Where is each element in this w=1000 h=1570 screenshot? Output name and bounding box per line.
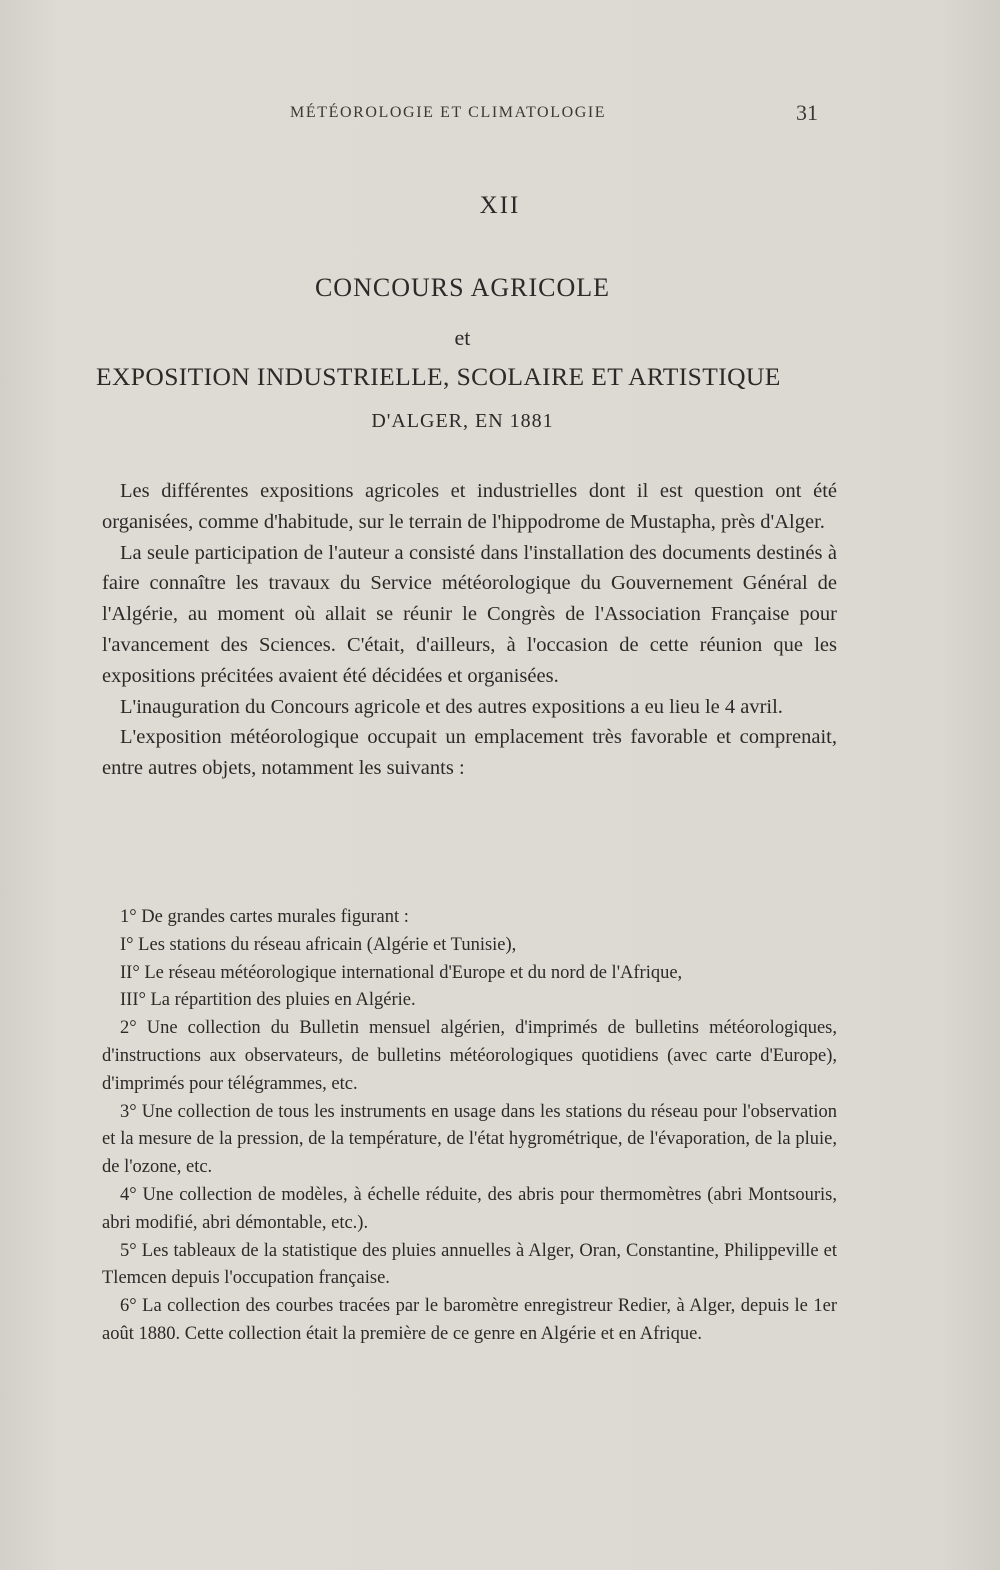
- list-item: 3° Une collection de tous les instruments en usage dans les stations du réseau pour l'observation et la mesure de la pression, de la température, de l'état hygrométrique, de l'évaporation, de la pluie, de l'ozone, etc.: [102, 1101, 837, 1178]
- list-item: 5° Les tableaux de la statistique des pluies annuelles à Alger, Oran, Constantine, Philippeville et Tlemcen depuis l'occupation française.: [102, 1240, 837, 1289]
- running-head: [0, 100, 1000, 130]
- page-number: 31: [796, 100, 818, 125]
- paragraph: La seule participation de l'auteur a consisté dans l'installation des documents destinés à faire connaître les travaux du Service météorologique du Gouvernement Général de l'Algérie, au moment où allait se réunir le Congrès de l'Association Française pour l'avancement des Sciences. C'était, d'ailleurs, à l'occasion de cette réunion que les expositions précitées avaient été décidées et organisées.: [102, 541, 837, 687]
- chapter-title-conjunction: et: [454, 325, 471, 350]
- exhibit-list: [102, 904, 837, 1349]
- list-item: III° La répartition des pluies en Algérie.: [120, 990, 416, 1011]
- paragraph: L'inauguration du Concours agricole et des autres expositions a eu lieu le 4 avril.: [120, 695, 783, 718]
- list-item: 2° Une collection du Bulletin mensuel algérien, d'imprimés de bulletins météorologiques, d'instructions aux observateurs, de bulletins météorologiques quotidiens (avec carte d'Europe), d'imprimés pour télégrammes, etc.: [102, 1018, 837, 1094]
- chapter-title-line2: EXPOSITION INDUSTRIELLE, SCOLAIRE ET ARTISTIQUE: [96, 362, 781, 391]
- list-item: 1° De grandes cartes murales figurant :: [120, 907, 409, 927]
- paragraph: L'exposition météorologique occupait un emplacement très favorable et comprenait, entre autres objets, notamment les suivants :: [102, 726, 837, 780]
- chapter-number: XII: [479, 192, 521, 219]
- body-text: [102, 476, 837, 784]
- chapter-title-line3: D'ALGER, EN 1881: [371, 410, 554, 432]
- running-title: MÉTÉOROLOGIE ET CLIMATOLOGIE: [290, 104, 607, 121]
- list-item: 4° Une collection de modèles, à échelle réduite, des abris pour thermomètres (abri Montsouris, abri modifié, abri démontable, etc.).: [102, 1184, 837, 1233]
- chapter-title-line1: CONCOURS AGRICOLE: [314, 273, 611, 302]
- list-item: II° Le réseau météorologique international d'Europe et du nord de l'Afrique,: [120, 962, 683, 983]
- list-item: I° Les stations du réseau africain (Algérie et Tunisie),: [120, 934, 517, 955]
- paragraph: Les différentes expositions agricoles et industrielles dont il est question ont été organisées, comme d'habitude, sur le terrain de l'hippodrome de Mustapha, près d'Alger.: [102, 480, 837, 533]
- list-item: 6° La collection des courbes tracées par le baromètre enregistreur Redier, à Alger, depuis le 1er août 1880. Cette collection était la première de ce genre en Algérie et en Afrique.: [102, 1296, 837, 1344]
